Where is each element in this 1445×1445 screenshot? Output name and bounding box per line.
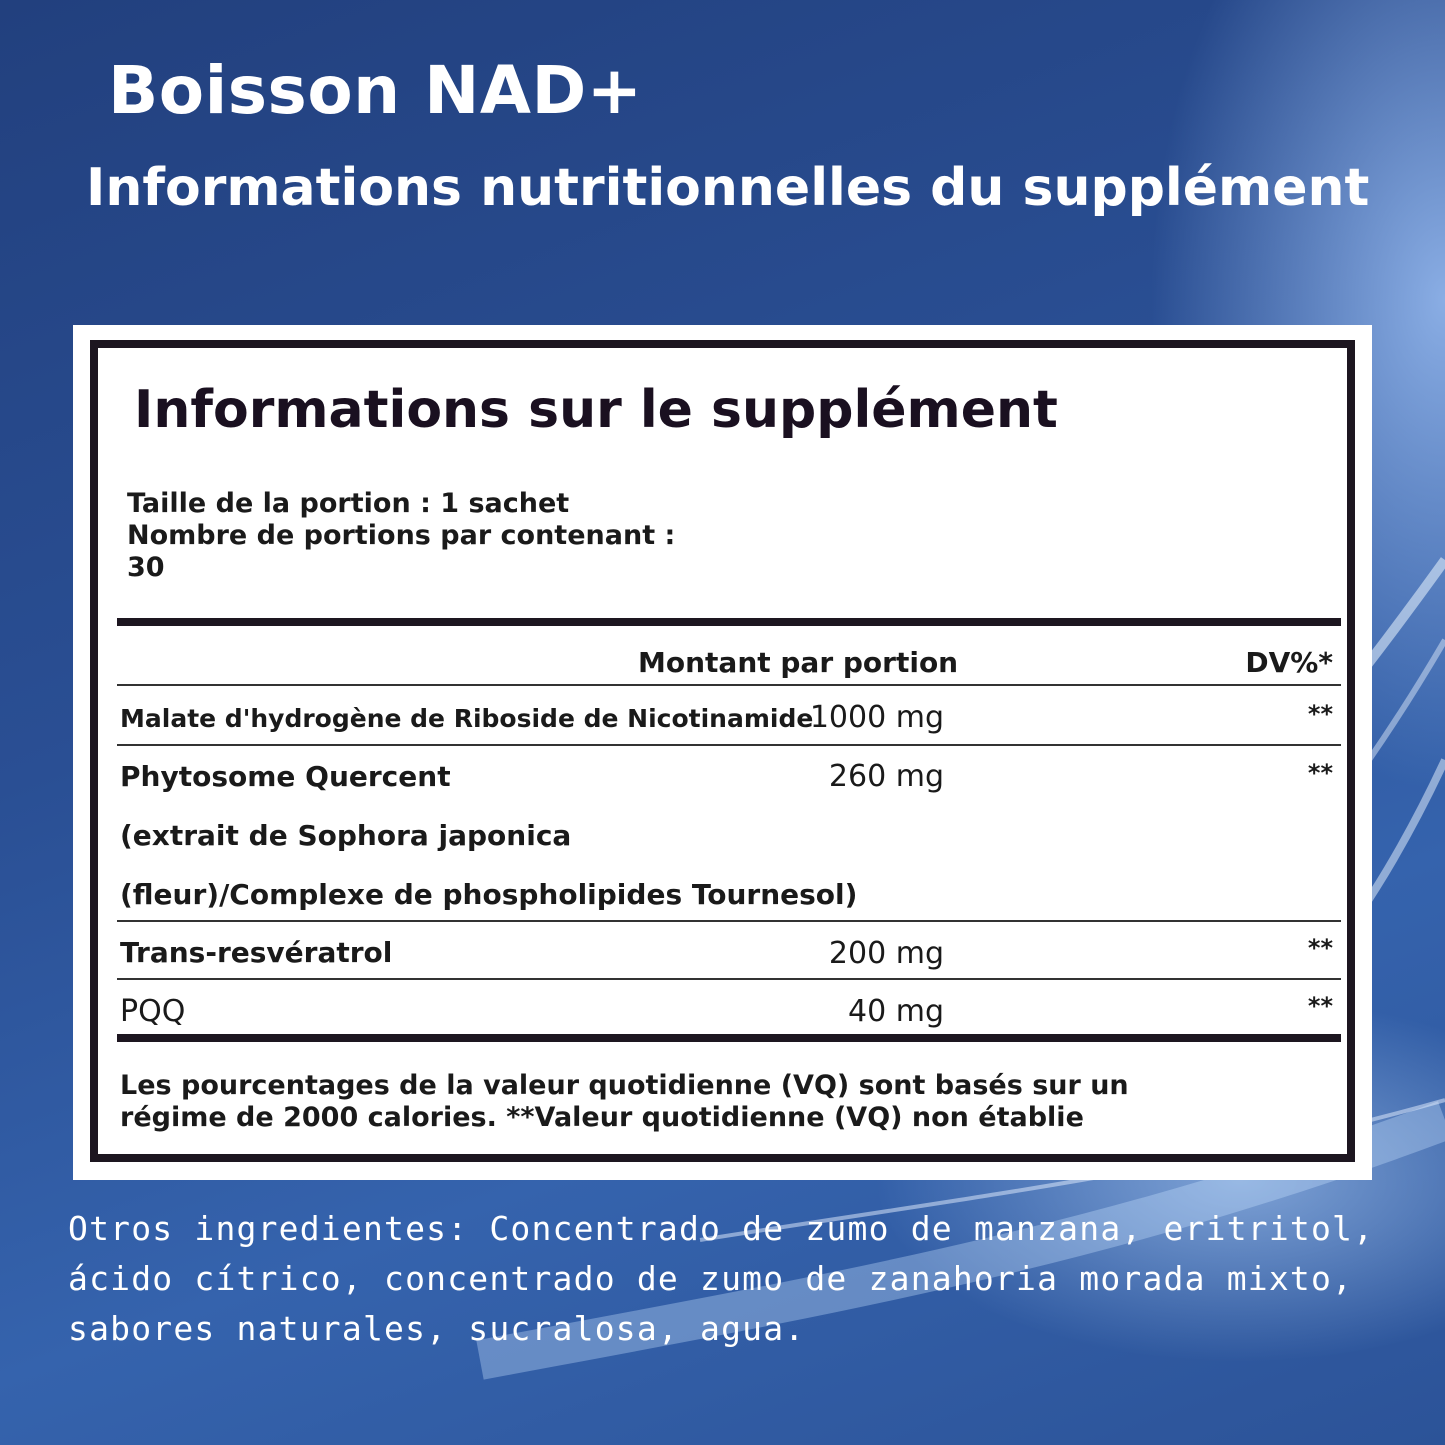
ingredient-dv: ** xyxy=(1307,759,1333,787)
supplement-facts-frame xyxy=(90,340,1355,1162)
other-ingredients-line: sabores naturales, sucralosa, agua. xyxy=(68,1309,806,1348)
ingredient-amount: 40 mg xyxy=(848,994,944,1029)
other-ingredients xyxy=(68,1204,1413,1354)
footnote-line: régime de 2000 calories. **Valeur quotidienne (VQ) non établie xyxy=(120,1102,1084,1133)
footnote-line: Les pourcentages de la valeur quotidienne (VQ) sont basés sur un xyxy=(120,1070,1129,1101)
ingredient-dv: ** xyxy=(1307,934,1333,962)
supplement-facts-panel xyxy=(73,325,1372,1180)
ingredient-dv: ** xyxy=(1307,992,1333,1020)
supplement-facts-title: Informations sur le supplément xyxy=(134,380,1058,440)
daily-value-header: DV%* xyxy=(1245,646,1333,679)
divider-thick xyxy=(117,1034,1341,1042)
daily-value-footnote xyxy=(120,1070,1129,1134)
servings-per-container-label: Nombre de portions par contenant : xyxy=(127,520,676,551)
servings-per-container-value: 30 xyxy=(127,552,165,583)
page-subtitle: Informations nutritionnelles du supplément xyxy=(86,158,1370,218)
divider-thin xyxy=(117,978,1341,980)
ingredient-amount: 200 mg xyxy=(828,936,944,971)
product-title: Boisson NAD+ xyxy=(108,52,643,129)
other-ingredients-line: Otros ingredientes: Concentrado de zumo de manzana, eritritol, xyxy=(68,1209,1375,1248)
ingredient-dv: ** xyxy=(1307,700,1333,728)
ingredient-name-continued: (fleur)/Complexe de phospholipides Tournesol) xyxy=(120,878,858,911)
divider-thin xyxy=(117,920,1341,922)
ingredient-name: Trans-resvératrol xyxy=(120,936,393,969)
ingredient-amount: 1000 mg xyxy=(809,700,944,735)
divider-thick xyxy=(117,618,1341,626)
divider-thin xyxy=(117,744,1341,746)
divider-thin xyxy=(117,684,1341,686)
ingredient-name: Malate d'hydrogène de Riboside de Nicotinamide xyxy=(120,704,814,733)
ingredient-name: PQQ xyxy=(120,994,186,1029)
other-ingredients-line: ácido cítrico, concentrado de zumo de zanahoria morada mixto, xyxy=(68,1259,1354,1298)
ingredient-amount: 260 mg xyxy=(828,759,944,794)
serving-size: Taille de la portion : 1 sachet xyxy=(127,488,570,519)
amount-per-serving-header: Montant par portion xyxy=(638,646,959,679)
ingredient-name: Phytosome Quercent xyxy=(120,760,451,793)
ingredient-name-continued: (extrait de Sophora japonica xyxy=(120,819,572,852)
serving-info xyxy=(127,488,675,584)
